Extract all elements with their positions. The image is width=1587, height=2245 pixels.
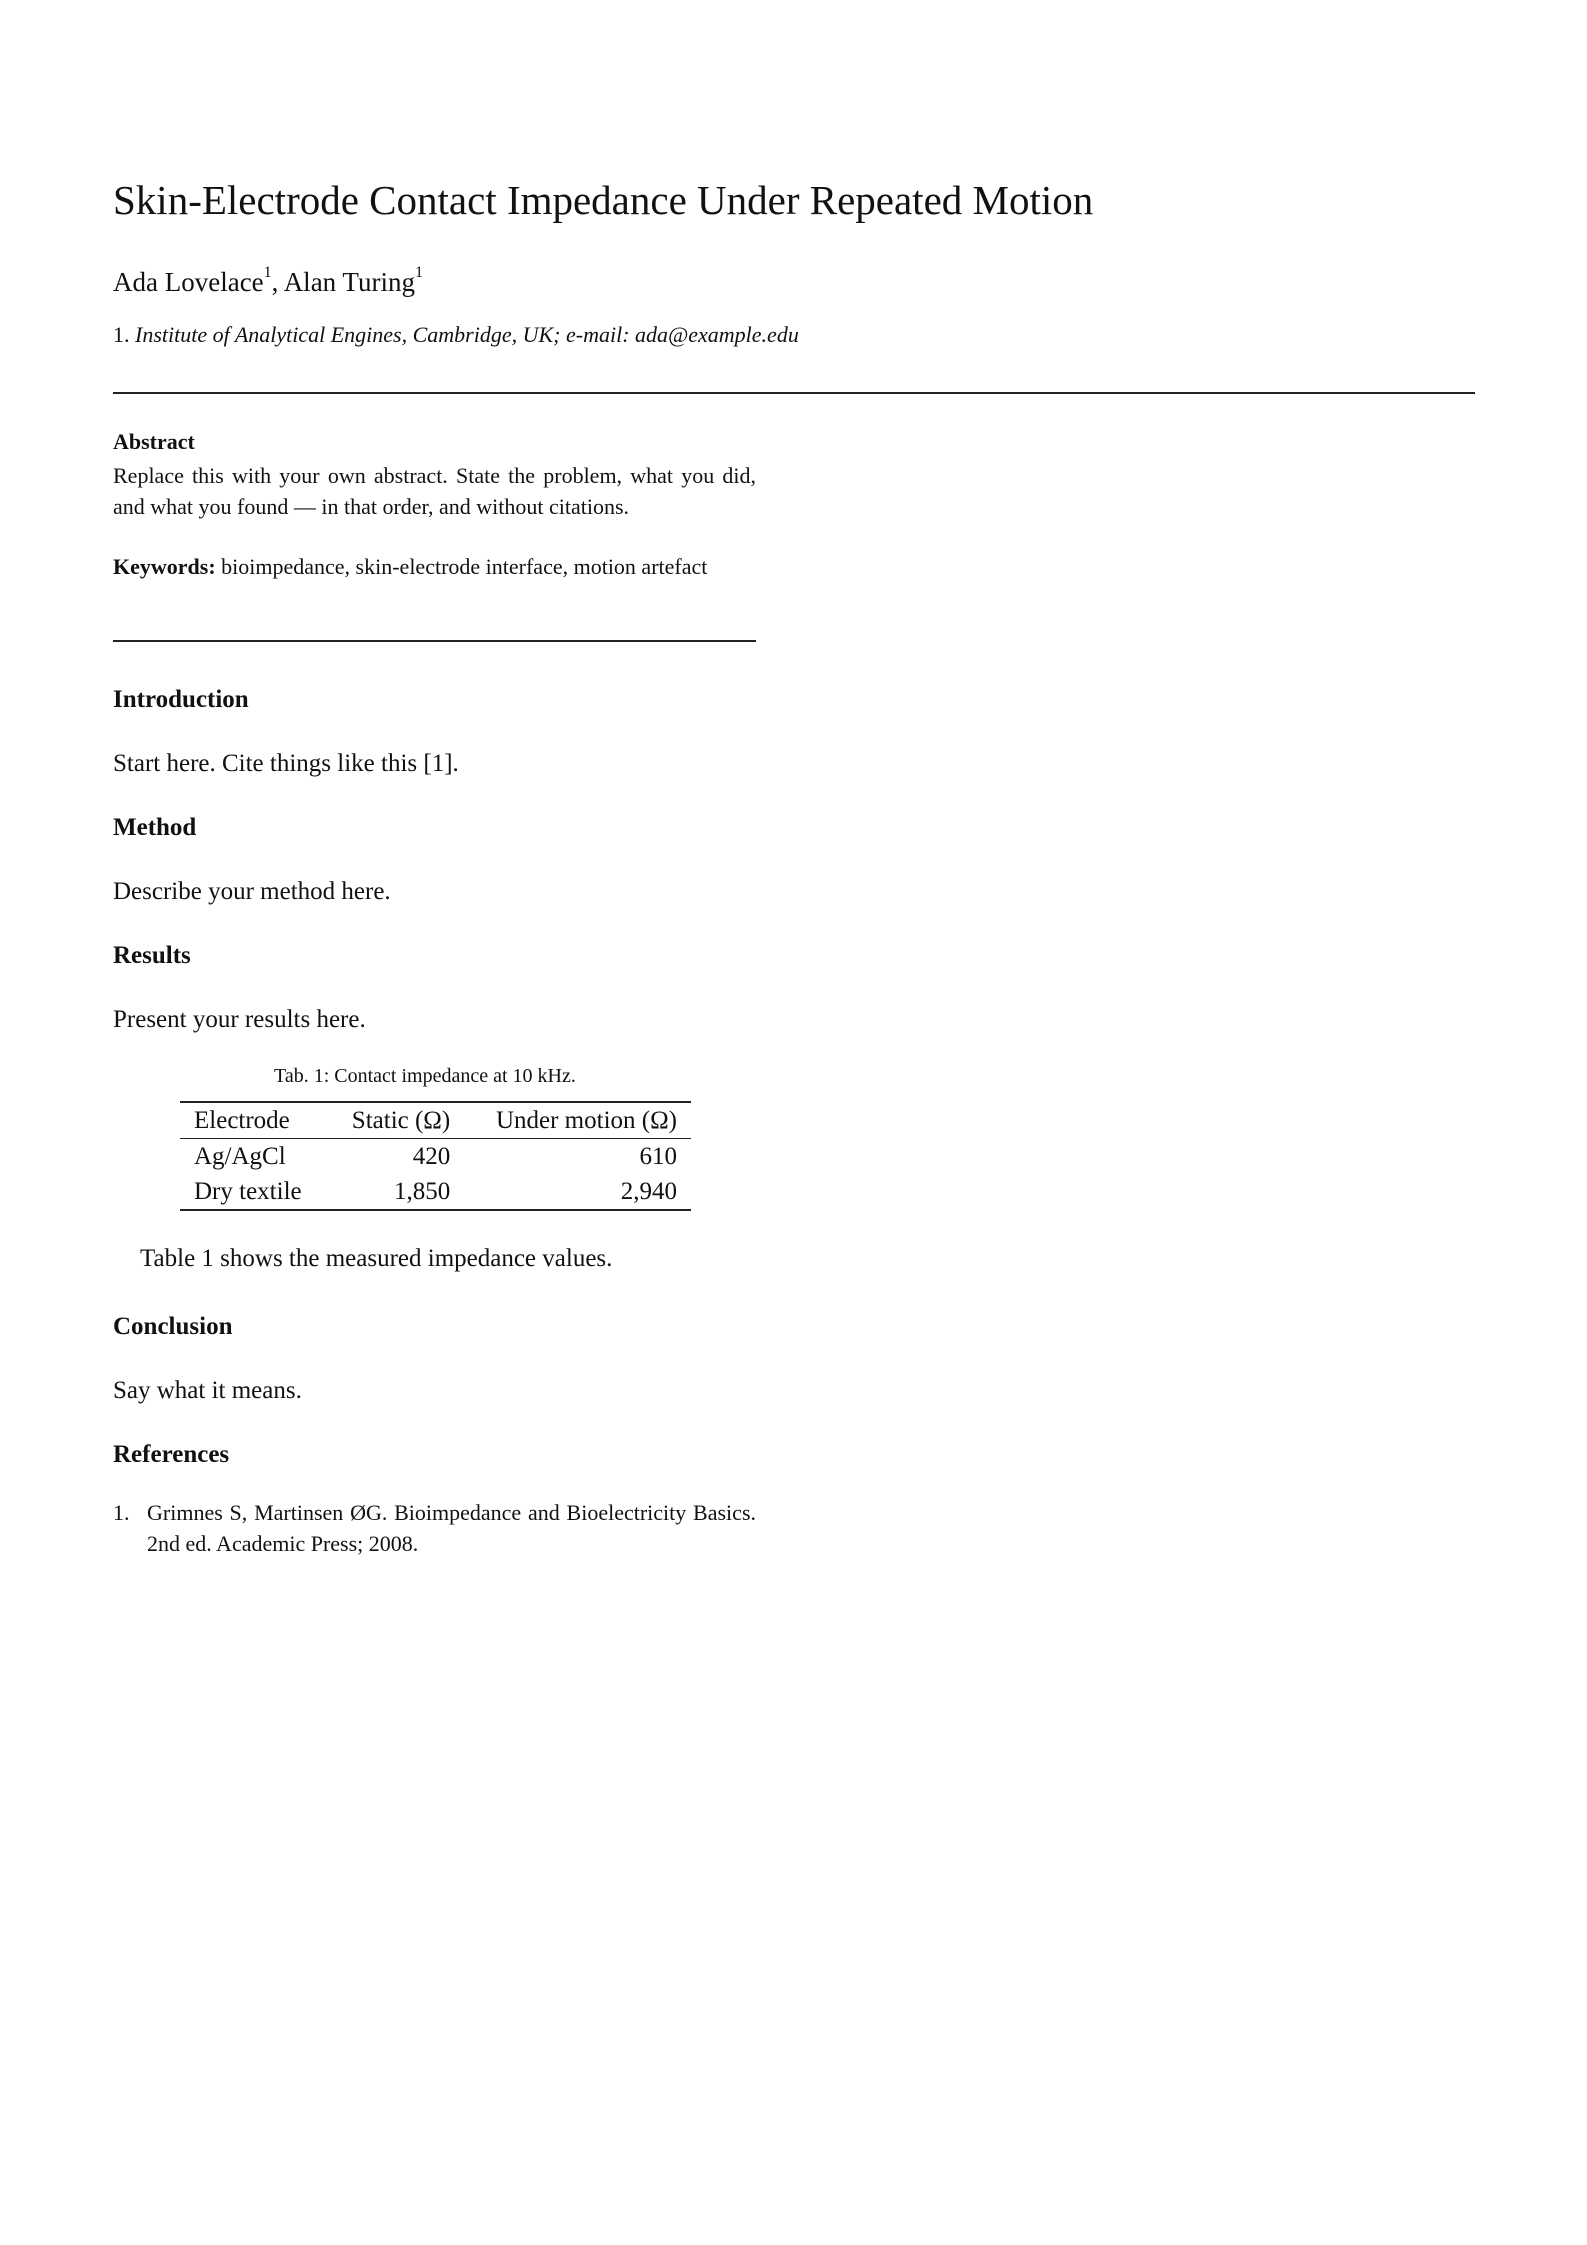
section-heading-method: Method: [113, 814, 197, 841]
table-header-cell: Static (Ω): [327, 1102, 464, 1139]
keywords-label: Keywords:: [113, 554, 216, 579]
abstract-heading: Abstract: [113, 429, 195, 454]
table-cell: 2,940: [620, 1178, 677, 1205]
table-cell: Ag/AgCl: [194, 1143, 286, 1170]
table-cell: Dry textile: [194, 1178, 302, 1205]
author-name: Ada Lovelace: [113, 267, 264, 297]
reference-number: 1.: [113, 1500, 130, 1525]
keywords-text: bioimpedance, skin-electrode interface, motion artefact: [221, 554, 708, 579]
table-header-cell: Under motion (Ω): [464, 1102, 691, 1139]
table-caption: Tab. 1: Contact impedance at 10 kHz.: [274, 1065, 576, 1087]
list-item: [113, 1497, 756, 1559]
author-affiliation-mark: 1: [414, 264, 423, 281]
keywords: [113, 554, 707, 580]
table-row: [180, 1139, 691, 1175]
header-divider: [113, 392, 1475, 394]
affiliation: [113, 322, 799, 348]
section-text-conclusion: Say what it means.: [113, 1377, 302, 1404]
author-list: [113, 266, 423, 298]
section-text-method: Describe your method here.: [113, 878, 391, 905]
affiliation-number: 1.: [113, 322, 130, 347]
section-heading-references: References: [113, 1441, 230, 1468]
section-heading-introduction: Introduction: [113, 686, 249, 713]
table-cell: 610: [639, 1143, 677, 1170]
section-heading-results: Results: [113, 942, 191, 969]
author-name: Alan Turing: [283, 267, 415, 297]
section-heading-conclusion: Conclusion: [113, 1313, 233, 1340]
section-text-results: Present your results here.: [113, 1006, 366, 1033]
author-separator: ,: [271, 267, 284, 297]
section-text-introduction: Start here. Cite things like this [1].: [113, 750, 459, 777]
paper-title: Skin-Electrode Contact Impedance Under Repeated Motion: [113, 177, 1094, 223]
table-header-cell: Electrode: [180, 1102, 327, 1139]
table-followup-text: Table 1 shows the measured impedance values.: [140, 1245, 613, 1272]
reference-text: Grimnes S, Martinsen ØG. Bioimpedance and Bioelectricity Basics. 2nd ed. Academic Press; 2008.: [147, 1500, 756, 1556]
abstract-divider: [113, 640, 756, 642]
abstract-text: Replace this with your own abstract. State the problem, what you did, and what you found — in that order, and without citations.: [113, 463, 756, 519]
affiliation-text: Institute of Analytical Engines, Cambridge, UK; e-mail: ada@example.edu: [135, 322, 799, 347]
table-cell: 420: [412, 1143, 451, 1170]
author-affiliation-mark: 1: [263, 264, 272, 281]
table-row: [180, 1174, 691, 1210]
table-header-row: [180, 1102, 691, 1139]
impedance-table: [180, 1101, 691, 1211]
reference-list: [113, 1497, 756, 1559]
table-cell: 1,850: [393, 1178, 451, 1205]
